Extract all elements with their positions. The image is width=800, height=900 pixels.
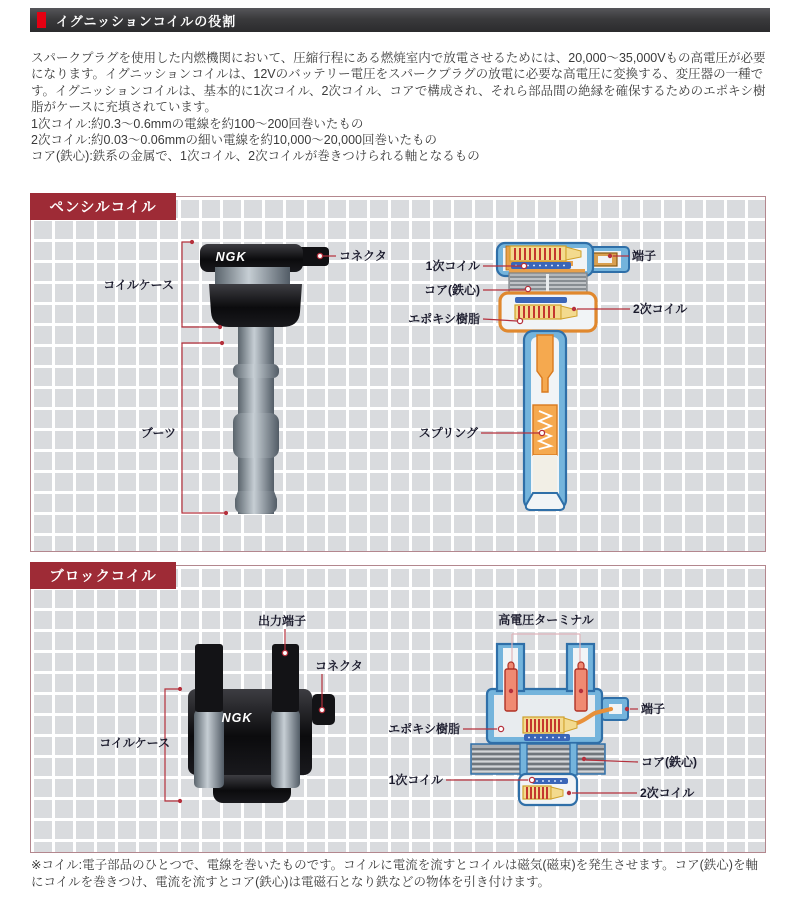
secondary-coil-label: 2次コイル: [633, 302, 688, 316]
red-accent-bar: [37, 12, 46, 28]
core-label: コア(鉄心): [641, 755, 697, 769]
boot-label: ブーツ: [140, 426, 176, 440]
definition-core: コア(鉄心):鉄系の金属で、1次コイル、2次コイルが巻きつけられる軸となるもの: [31, 149, 480, 164]
hv-terminal-label: 高電圧ターミナル: [498, 613, 594, 627]
connector-label: コネクタ: [339, 249, 387, 263]
page-title: イグニッションコイルの役割: [56, 13, 237, 29]
definition-secondary-coil: 2次コイル:約0.03～0.06mmの細い電線を約10,000～20,000回巻いたもの: [31, 133, 437, 148]
primary-coil-label: 1次コイル: [388, 773, 443, 787]
output-terminal-label: 出力端子: [257, 614, 307, 628]
block-coil-section: [30, 565, 766, 853]
block-coil-illustration: [188, 644, 335, 803]
connector-dot: [317, 253, 322, 258]
pencil-coil-section: [30, 196, 766, 552]
block-section-title: ブロックコイル: [30, 562, 176, 589]
ngk-logo: NGK: [221, 711, 253, 725]
block-coil-diagram: [31, 566, 765, 852]
pencil-section-title: ペンシルコイル: [30, 193, 176, 220]
pencil-coil-diagram: [31, 197, 765, 551]
footnote: ※コイル:電子部品のひとつで、電線を巻いたものです。コイルに電流を流すとコイルは磁気(磁束)を発生させます。コア(鉄心)を軸にコイルを巻きつけ、電流を流すとコア(鉄心)は電磁石となり鉄などの物体を引き付けます。: [31, 858, 758, 889]
terminal-label: 端子: [641, 702, 666, 716]
primary-coil-label: 1次コイル: [425, 259, 480, 273]
block-coil-cross-section: [471, 634, 628, 805]
pencil-coil-illustration: [200, 244, 329, 514]
connector-label: コネクタ: [315, 659, 363, 673]
intro-paragraph: スパークプラグを使用した内燃機関において、圧縮行程にある燃焼室内で放電させるためには、20,000～35,000Vもの高電圧が必要になります。イグニッションコイルは、12Vのバッテリー電圧をスパークプラグの放電に必要な高電圧に変換する、変圧器の一種です。イグニッションコイルは、基本的に1次コイル、2次コイル、コアで構成され、それら部品間の絶縁を確保するためのエポキシ樹脂がケースに充填されています。: [31, 51, 766, 115]
page-header: [30, 8, 770, 32]
intro-text: [31, 50, 770, 165]
coil-case-label: コイルケース: [99, 736, 170, 750]
pencil-coil-cross-section: [497, 243, 629, 510]
epoxy-label: エポキシ樹脂: [408, 312, 480, 326]
core-label: コア(鉄心): [424, 283, 480, 297]
secondary-coil-label: 2次コイル: [640, 786, 695, 800]
terminal-label: 端子: [632, 249, 657, 263]
epoxy-label: エポキシ樹脂: [388, 722, 460, 736]
coil-case-label: コイルケース: [103, 278, 174, 292]
spring-label: スプリング: [418, 426, 478, 440]
definition-primary-coil: 1次コイル:約0.3～0.6mmの電線を約100～200回巻いたもの: [31, 116, 364, 131]
ngk-logo: NGK: [215, 250, 247, 264]
